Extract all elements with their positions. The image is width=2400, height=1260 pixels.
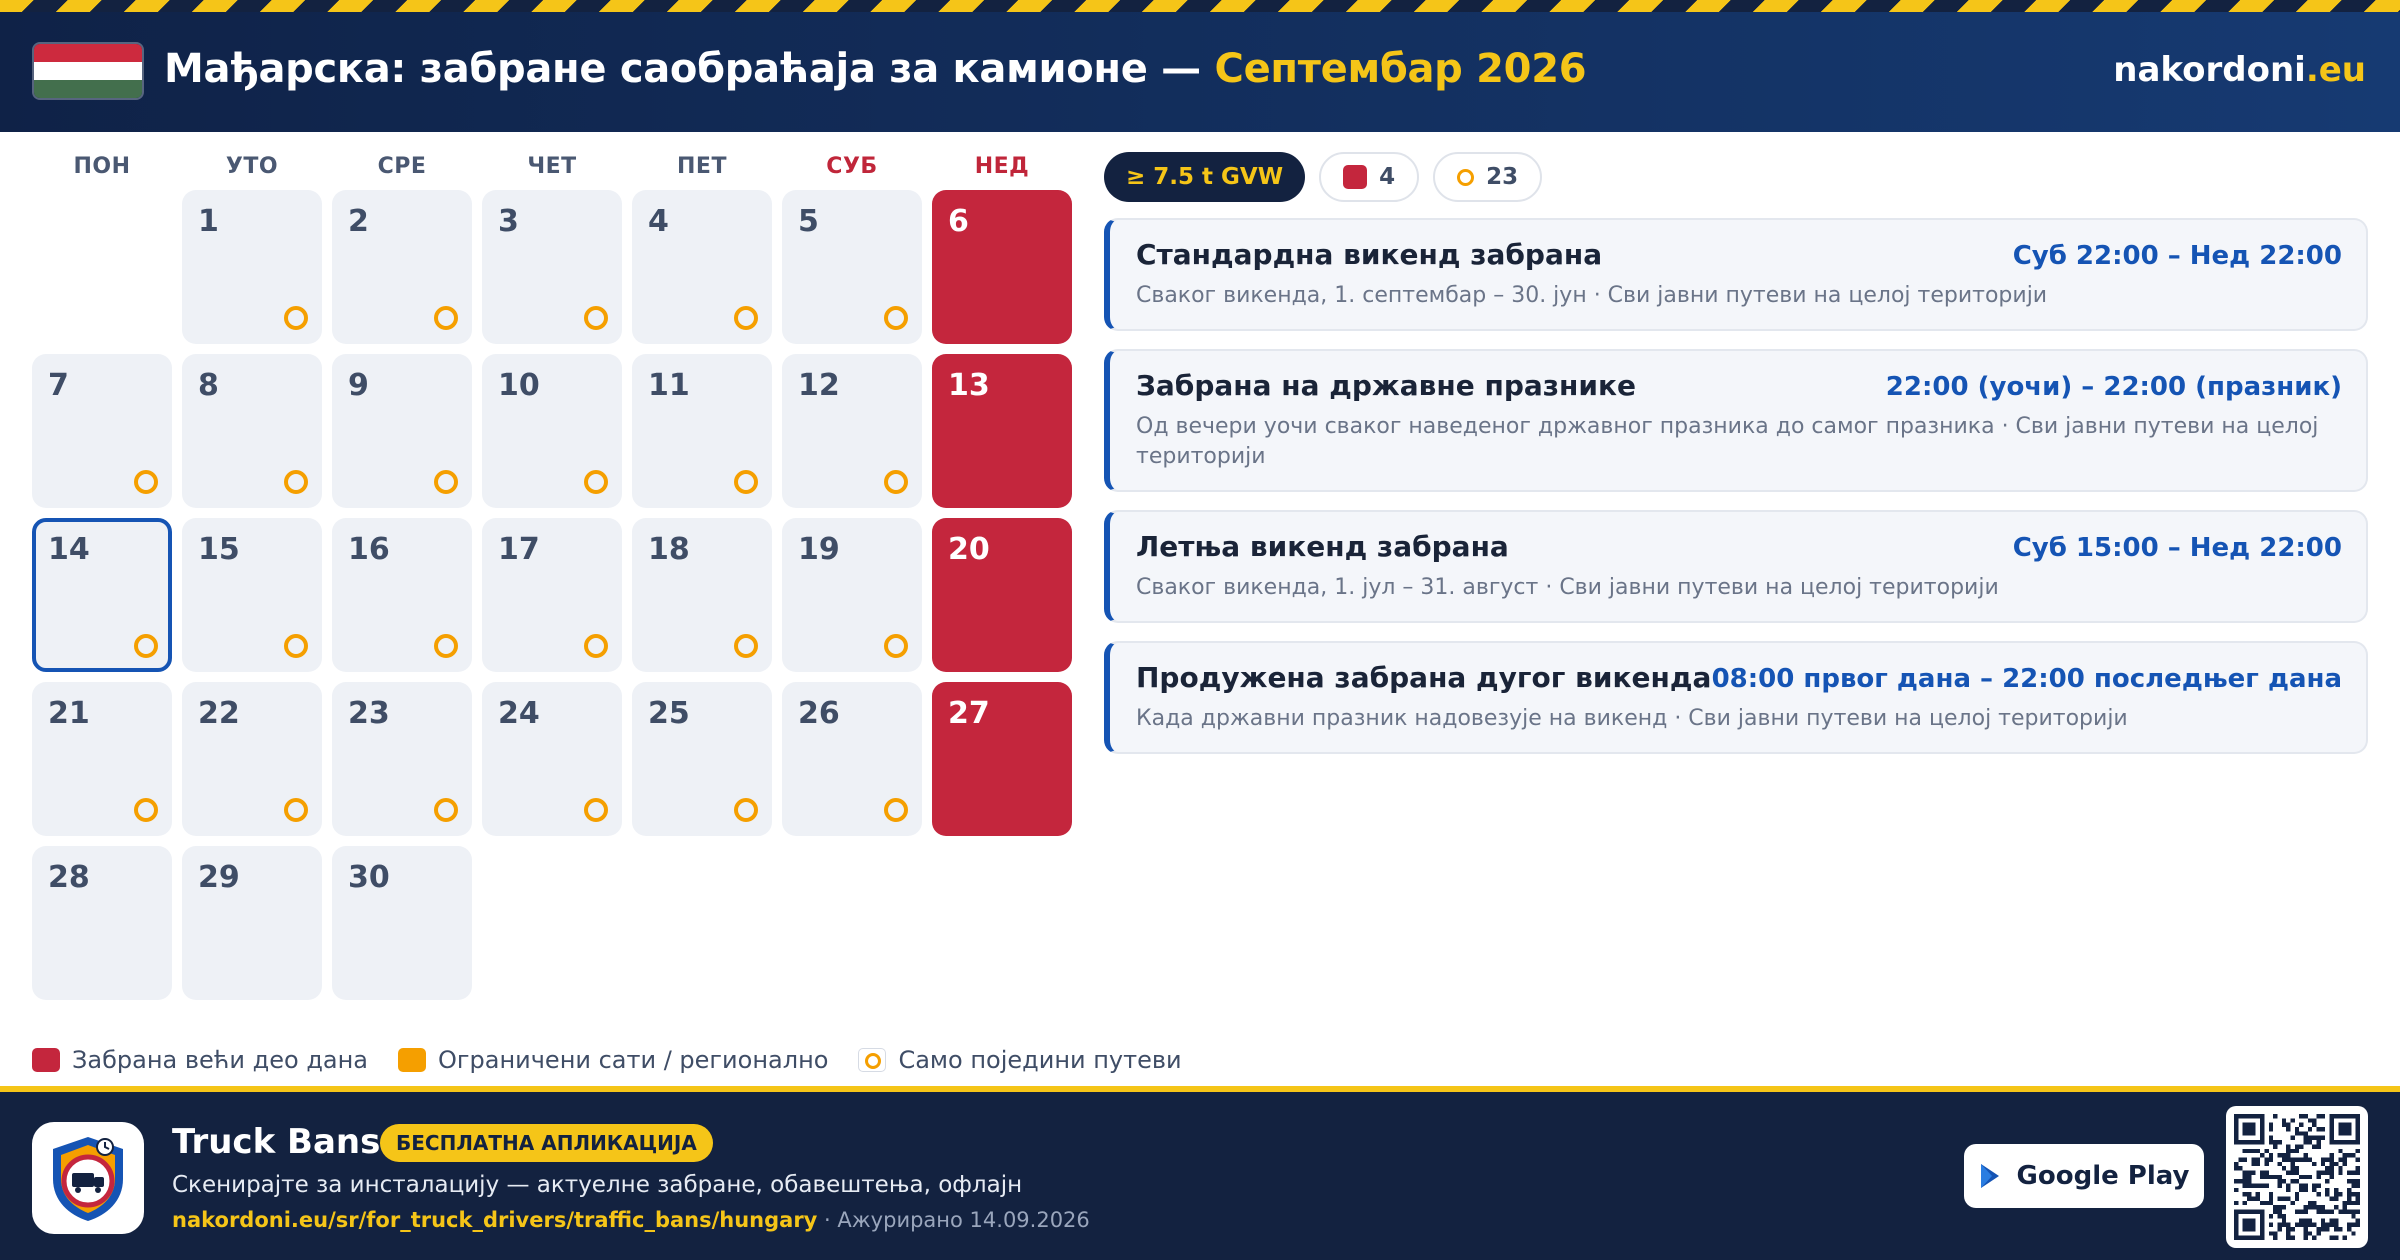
orange-ring-icon [434,634,458,658]
calendar-day[interactable] [782,518,922,672]
header [0,12,2400,132]
orange-ring-icon [284,634,308,658]
weekday-label: СРЕ [377,154,427,179]
google-play-label: Google Play [2016,1161,2190,1191]
day-number: 1 [198,204,219,239]
orange-ring-icon [884,306,908,330]
day-number: 9 [348,368,369,403]
orange-ring-icon [584,470,608,494]
day-number: 13 [948,368,990,403]
orange-ring-icon [734,634,758,658]
day-number: 12 [798,368,840,403]
day-number: 17 [498,532,540,567]
rule-title: Стандардна викенд забрана [1136,238,1603,271]
calendar-day[interactable] [632,518,772,672]
day-number: 5 [798,204,819,239]
brand-name: nakordoni [2113,50,2306,90]
orange-ring-icon [284,306,308,330]
calendar-grid [32,190,1072,1010]
legend-item-limited [398,1046,828,1074]
ban-count-chip[interactable] [1319,152,1419,202]
calendar-day[interactable] [932,518,1072,672]
calendar-day[interactable] [332,354,472,508]
day-number: 15 [198,532,240,567]
brand-logo[interactable] [2113,50,2366,90]
day-number: 19 [798,532,840,567]
hazard-stripe [0,0,2400,12]
orange-ring-icon [584,306,608,330]
legend-item-ban [32,1046,368,1074]
orange-ring-icon [1457,169,1474,186]
orange-ring-icon [134,470,158,494]
rule-description: Сваког викенда, 1. септембар – 30. јун · Сви јавни путеви на целој територији [1136,283,2048,308]
calendar-day[interactable] [332,190,472,344]
weekday-label: НЕД [974,154,1030,179]
calendar-day[interactable] [182,354,322,508]
orange-ring-icon [134,634,158,658]
hungary-flag-icon [34,44,142,98]
calendar-day[interactable] [932,354,1072,508]
rule-time: Суб 22:00 – Нед 22:00 [2012,241,2342,271]
truck-shield-icon[interactable] [32,1122,144,1234]
calendar-day[interactable] [332,846,472,1000]
weekday-label: ПЕТ [677,154,727,179]
weekday-label: ЧЕТ [527,154,577,179]
orange-ring-icon [134,798,158,822]
day-number: 22 [198,696,240,731]
rule-title: Летња викенд забрана [1136,530,1509,563]
day-number: 24 [498,696,540,731]
calendar-day[interactable] [182,190,322,344]
updated-date: · Ажурирано 14.09.2026 [817,1208,1090,1232]
page-title-text: Мађарска: забране саобраћаја за камионе — [164,46,1201,92]
rule-description: Сваког викенда, 1. јул – 31. август · Сви јавни путеви на целој територији [1136,575,1999,600]
calendar-day[interactable] [332,682,472,836]
legend-roads-label: Само поједини путеви [898,1046,1182,1074]
calendar-day[interactable] [932,190,1072,344]
day-number: 6 [948,204,969,239]
calendar-day[interactable] [482,354,622,508]
rule-description: Од вечери уочи сваког наведеног државног празника до самог празника · Сви јавни путеви на целој територији [1136,414,2319,469]
day-number: 28 [48,860,90,895]
rule-title: Продужена забрана дугог викенда [1136,661,1712,694]
rule-title: Забрана на државне празнике [1136,369,1636,402]
day-number: 29 [198,860,240,895]
orange-ring-icon [884,798,908,822]
day-number: 26 [798,696,840,731]
rule-card[interactable] [1104,641,2368,754]
rule-time: 08:00 првог дана – 22:00 последњег дана [1711,664,2342,694]
orange-ring-icon [884,634,908,658]
legend-ban-label: Забрана већи део дана [72,1046,369,1074]
calendar-day[interactable] [482,518,622,672]
filter-chips [1104,152,1542,202]
app-name: Truck Bans [172,1122,381,1162]
weekday-header [32,154,1072,184]
red-square-icon [32,1048,60,1072]
app-link[interactable]: nakordoni.eu/sr/for_truck_drivers/traffic_bans/hungary [172,1208,818,1232]
day-number: 10 [498,368,540,403]
legend [32,1042,1182,1078]
calendar-day[interactable] [32,846,172,1000]
day-number: 14 [48,532,90,567]
rule-card[interactable] [1104,349,2368,492]
rule-card[interactable] [1104,510,2368,623]
calendar-day[interactable] [332,518,472,672]
day-number: 3 [498,204,519,239]
rule-time: Суб 15:00 – Нед 22:00 [2012,533,2342,563]
calendar-day[interactable] [632,354,772,508]
orange-ring-icon [284,798,308,822]
calendar-day[interactable] [632,190,772,344]
rule-card[interactable] [1104,218,2368,331]
orange-ring-icon [734,798,758,822]
day-number: 2 [348,204,369,239]
day-number: 25 [648,696,690,731]
calendar-day[interactable] [182,682,322,836]
calendar-day[interactable] [782,354,922,508]
partial-count-chip[interactable] [1433,152,1542,202]
free-app-badge: БЕСПЛАТНА АПЛИКАЦИЈА [380,1124,713,1162]
orange-ring-icon [734,470,758,494]
day-number: 20 [948,532,990,567]
orange-ring-icon [434,470,458,494]
day-number: 27 [948,696,990,731]
calendar-day[interactable] [632,682,772,836]
orange-ring-icon [434,798,458,822]
day-number: 7 [48,368,69,403]
orange-ring-icon [734,306,758,330]
orange-ring-icon [584,798,608,822]
calendar-day[interactable] [182,518,322,672]
calendar-day[interactable] [32,518,172,672]
red-square-icon [1343,165,1367,189]
day-number: 18 [648,532,690,567]
calendar-day[interactable] [32,354,172,508]
orange-square-icon [398,1048,426,1072]
partial-count: 23 [1486,164,1519,190]
calendar-day[interactable] [482,190,622,344]
rule-time: 22:00 (уочи) – 22:00 (празник) [1885,372,2342,402]
weekday-label: ПОН [73,154,131,179]
page-title [164,46,1586,92]
calendar-day[interactable] [182,846,322,1000]
day-number: 4 [648,204,669,239]
calendar-day[interactable] [482,682,622,836]
orange-ring-icon [884,470,908,494]
google-play-button[interactable] [1964,1144,2204,1208]
rules-list [1104,218,2368,772]
gvw-chip[interactable]: ≥ 7.5 t GVW [1104,152,1305,202]
calendar-day[interactable] [782,682,922,836]
day-number: 8 [198,368,219,403]
weekday-label: УТО [225,154,279,179]
calendar-day[interactable] [782,190,922,344]
day-number: 30 [348,860,390,895]
ban-count: 4 [1379,164,1396,190]
qr-code-icon [2234,1114,2360,1240]
app-description: Скенирајте за инсталацију — актуелне забране, обавештења, офлајн [172,1172,1023,1198]
page-title-month: Септембар 2026 [1214,46,1587,92]
orange-ring-icon [284,470,308,494]
footer [0,1092,2400,1260]
day-number: 23 [348,696,390,731]
weekday-label: СУБ [826,154,878,179]
calendar-day[interactable] [932,682,1072,836]
legend-item-roads [858,1046,1181,1074]
app-link-row [172,1208,1090,1232]
calendar-day[interactable] [32,682,172,836]
day-number: 16 [348,532,390,567]
legend-limited-label: Ограничени сати / регионално [438,1046,829,1074]
brand-tld: .eu [2305,50,2366,90]
day-number: 11 [648,368,690,403]
orange-ring-icon [584,634,608,658]
rule-description: Када државни празник надовезује на викенд · Сви јавни путеви на целој територији [1136,706,2128,731]
day-number: 21 [48,696,90,731]
play-store-icon [1979,1163,2001,1189]
qr-code[interactable] [2226,1106,2368,1248]
orange-ring-icon [434,306,458,330]
orange-ring-icon [858,1048,886,1072]
